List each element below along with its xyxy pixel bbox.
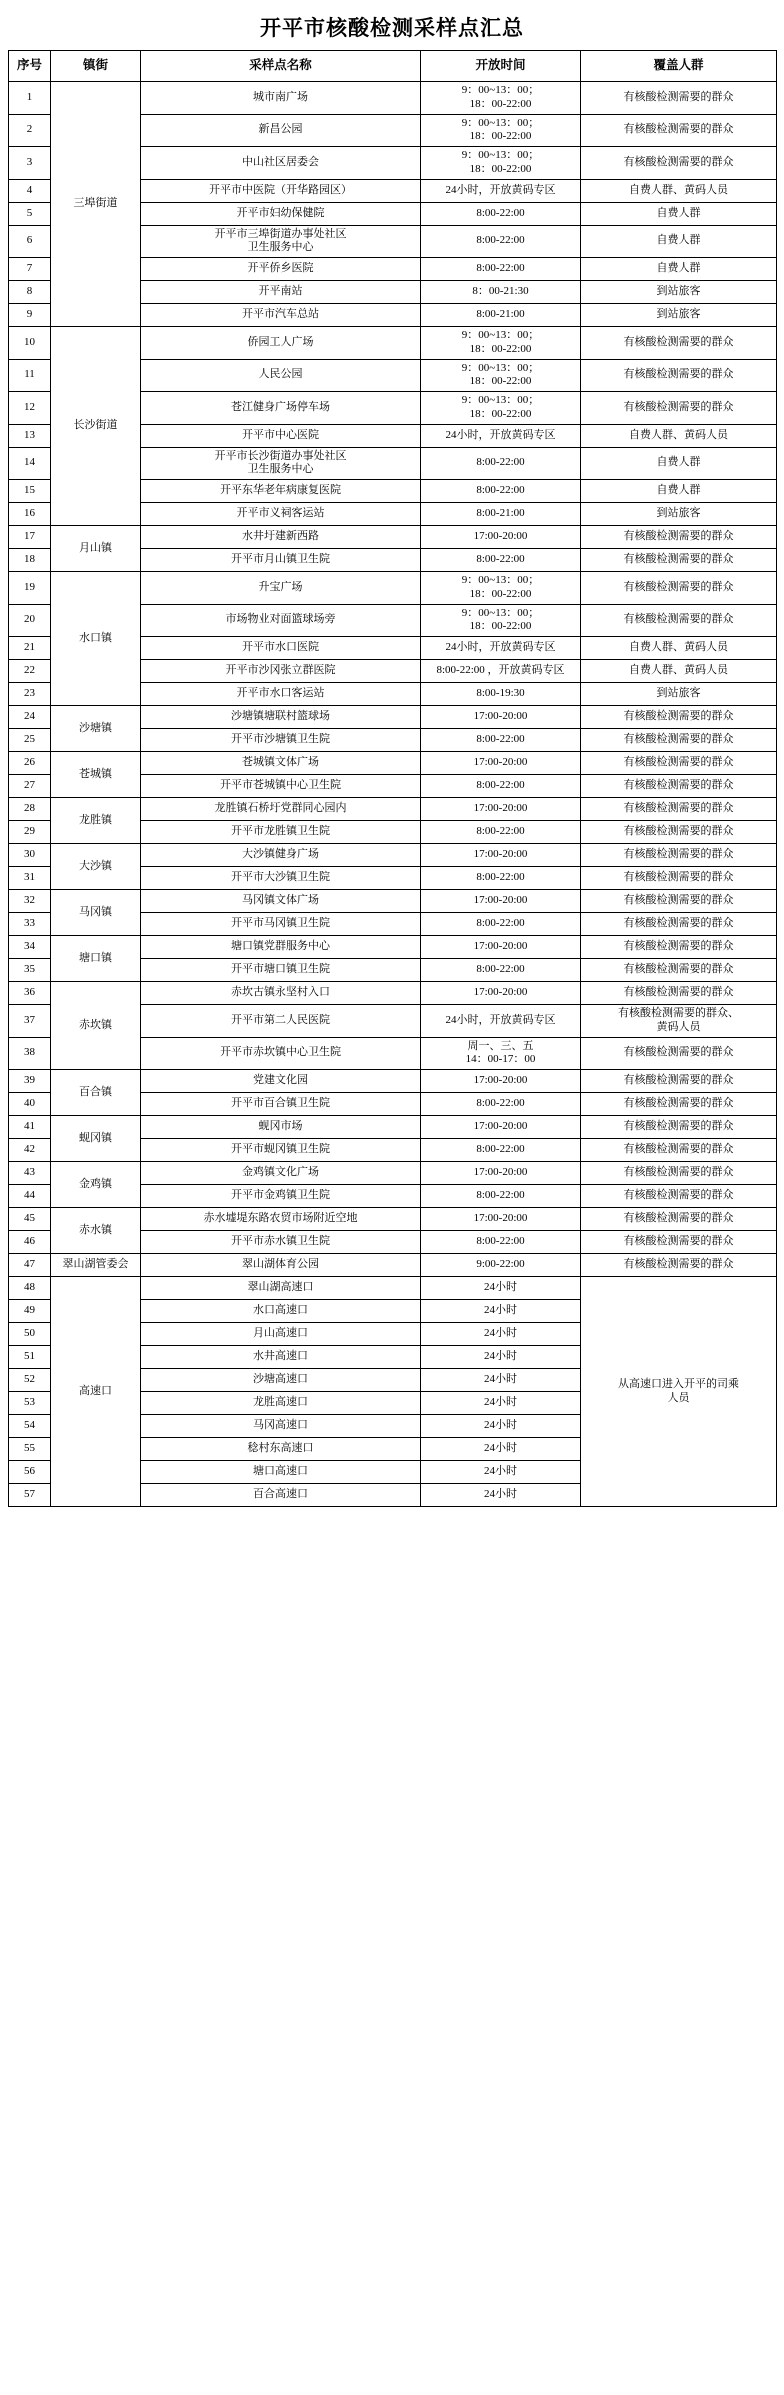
cell-index: 50 [9, 1323, 51, 1346]
cell-index: 56 [9, 1461, 51, 1484]
cell-site-name: 开平市塘口镇卫生院 [141, 959, 421, 982]
cell-open-time: 8:00-22:00 [421, 1185, 581, 1208]
cell-covered-group: 有核酸检测需要的群众 [581, 775, 777, 798]
cell-site-name: 塘口高速口 [141, 1461, 421, 1484]
cell-site-name: 人民公园 [141, 359, 421, 392]
cell-open-time: 9：00~13：00； 18：00-22:00 [421, 327, 581, 360]
cell-site-name: 开平市金鸡镇卫生院 [141, 1185, 421, 1208]
cell-open-time: 24小时，开放黄码专区 [421, 637, 581, 660]
cell-open-time: 8:00-19:30 [421, 683, 581, 706]
cell-open-time: 17:00-20:00 [421, 798, 581, 821]
cell-open-time: 8:00-22:00 [421, 202, 581, 225]
cell-town: 苍城镇 [51, 752, 141, 798]
cell-index: 46 [9, 1231, 51, 1254]
cell-site-name: 开平市沙塘镇卫生院 [141, 729, 421, 752]
cell-covered-group: 有核酸检测需要的群众 [581, 913, 777, 936]
cell-town: 赤水镇 [51, 1208, 141, 1254]
cell-site-name: 沙塘高速口 [141, 1369, 421, 1392]
cell-open-time: 9：00~13：00； 18：00-22:00 [421, 82, 581, 115]
cell-town: 塘口镇 [51, 936, 141, 982]
cell-site-name: 开平市蚬冈镇卫生院 [141, 1139, 421, 1162]
cell-index: 4 [9, 179, 51, 202]
cell-open-time: 17:00-20:00 [421, 844, 581, 867]
cell-covered-group: 有核酸检测需要的群众 [581, 890, 777, 913]
cell-covered-group: 自费人群、黄码人员 [581, 660, 777, 683]
table-row [9, 1162, 777, 1185]
cell-open-time: 9：00~13：00； 18：00-22:00 [421, 572, 581, 605]
cell-site-name: 苍城镇文体广场 [141, 752, 421, 775]
cell-site-name: 水井圩建新西路 [141, 526, 421, 549]
cell-index: 39 [9, 1070, 51, 1093]
cell-index: 51 [9, 1346, 51, 1369]
table-row [9, 1070, 777, 1093]
cell-open-time: 17:00-20:00 [421, 890, 581, 913]
cell-index: 40 [9, 1093, 51, 1116]
cell-covered-group: 自费人群 [581, 258, 777, 281]
cell-site-name: 翠山湖体育公园 [141, 1254, 421, 1277]
cell-covered-group: 自费人群 [581, 447, 777, 480]
table-row [9, 706, 777, 729]
cell-covered-group: 到站旅客 [581, 304, 777, 327]
cell-site-name: 升宝广场 [141, 572, 421, 605]
cell-index: 47 [9, 1254, 51, 1277]
cell-open-time: 8:00-22:00 [421, 729, 581, 752]
cell-site-name: 赤坎古镇永坚村入口 [141, 982, 421, 1005]
cell-index: 36 [9, 982, 51, 1005]
cell-open-time: 8:00-22:00 [421, 1231, 581, 1254]
cell-open-time: 24小时 [421, 1277, 581, 1300]
cell-site-name: 马冈高速口 [141, 1415, 421, 1438]
cell-open-time: 24小时，开放黄码专区 [421, 424, 581, 447]
cell-town: 水口镇 [51, 572, 141, 706]
table-row [9, 82, 777, 115]
cell-open-time: 8:00-22:00 [421, 775, 581, 798]
cell-open-time: 8:00-22:00 [421, 867, 581, 890]
cell-index: 49 [9, 1300, 51, 1323]
cell-site-name: 塘口镇党群服务中心 [141, 936, 421, 959]
cell-open-time: 8:00-22:00 [421, 821, 581, 844]
cell-site-name: 开平市苍城镇中心卫生院 [141, 775, 421, 798]
cell-site-name: 翠山湖高速口 [141, 1277, 421, 1300]
cell-covered-group: 有核酸检测需要的群众 [581, 1162, 777, 1185]
cell-index: 17 [9, 526, 51, 549]
cell-site-name: 赤水墟堤东路农贸市场附近空地 [141, 1208, 421, 1231]
cell-site-name: 开平市中医院（开华路园区） [141, 179, 421, 202]
cell-open-time: 8:00-22:00 [421, 480, 581, 503]
cell-index: 48 [9, 1277, 51, 1300]
cell-index: 2 [9, 114, 51, 147]
cell-index: 55 [9, 1438, 51, 1461]
cell-index: 1 [9, 82, 51, 115]
cell-town: 金鸡镇 [51, 1162, 141, 1208]
cell-site-name: 金鸡镇文化广场 [141, 1162, 421, 1185]
cell-covered-group: 有核酸检测需要的群众 [581, 706, 777, 729]
cell-covered-group: 有核酸检测需要的群众 [581, 1093, 777, 1116]
cell-site-name: 稔村东高速口 [141, 1438, 421, 1461]
cell-covered-group: 有核酸检测需要的群众 [581, 1231, 777, 1254]
cell-covered-group: 有核酸检测需要的群众、 黄码人员 [581, 1005, 777, 1038]
cell-index: 52 [9, 1369, 51, 1392]
table-row [9, 982, 777, 1005]
cell-open-time: 8:00-21:00 [421, 304, 581, 327]
cell-open-time: 9：00~13：00； 18：00-22:00 [421, 359, 581, 392]
cell-open-time: 17:00-20:00 [421, 1116, 581, 1139]
page-title: 开平市核酸检测采样点汇总 [260, 16, 524, 40]
cell-index: 12 [9, 392, 51, 425]
cell-covered-group: 有核酸检测需要的群众 [581, 752, 777, 775]
column-header-site: 采样点名称 [141, 51, 421, 82]
cell-open-time: 8:00-22:00 [421, 258, 581, 281]
cell-covered-group: 有核酸检测需要的群众 [581, 1185, 777, 1208]
cell-open-time: 9：00~13：00； 18：00-22:00 [421, 114, 581, 147]
cell-site-name: 开平市马冈镇卫生院 [141, 913, 421, 936]
cell-covered-group: 有核酸检测需要的群众 [581, 844, 777, 867]
cell-index: 33 [9, 913, 51, 936]
cell-site-name: 开平市沙冈张立群医院 [141, 660, 421, 683]
cell-covered-group: 有核酸检测需要的群众 [581, 1254, 777, 1277]
cell-town: 翠山湖管委会 [51, 1254, 141, 1277]
cell-index: 18 [9, 549, 51, 572]
cell-site-name: 龙胜镇石桥圩党群同心园内 [141, 798, 421, 821]
cell-site-name: 开平市水口医院 [141, 637, 421, 660]
cell-open-time: 24小时 [421, 1484, 581, 1507]
cell-site-name: 开平市中心医院 [141, 424, 421, 447]
cell-covered-group: 有核酸检测需要的群众 [581, 82, 777, 115]
cell-open-time: 8:00-21:00 [421, 503, 581, 526]
cell-index: 22 [9, 660, 51, 683]
cell-open-time: 24小时，开放黄码专区 [421, 179, 581, 202]
cell-open-time: 8:00-22:00 [421, 1139, 581, 1162]
sampling-sites-table [8, 50, 777, 1507]
cell-site-name: 中山社区居委会 [141, 147, 421, 180]
table-row [9, 936, 777, 959]
cell-index: 24 [9, 706, 51, 729]
cell-open-time: 17:00-20:00 [421, 982, 581, 1005]
cell-index: 27 [9, 775, 51, 798]
cell-index: 7 [9, 258, 51, 281]
cell-site-name: 龙胜高速口 [141, 1392, 421, 1415]
cell-index: 57 [9, 1484, 51, 1507]
table-row [9, 327, 777, 360]
cell-covered-group: 自费人群、黄码人员 [581, 424, 777, 447]
cell-site-name: 马冈镇文体广场 [141, 890, 421, 913]
cell-site-name: 开平东华老年病康复医院 [141, 480, 421, 503]
cell-site-name: 新昌公园 [141, 114, 421, 147]
cell-open-time: 17:00-20:00 [421, 936, 581, 959]
cell-open-time: 24小时 [421, 1300, 581, 1323]
column-header-town: 镇街 [51, 51, 141, 82]
cell-open-time: 8:00-22:00 ，开放黄码专区 [421, 660, 581, 683]
table-row [9, 1116, 777, 1139]
cell-covered-group: 自费人群、黄码人员 [581, 637, 777, 660]
cell-covered-group: 有核酸检测需要的群众 [581, 1070, 777, 1093]
table-body [9, 82, 777, 1507]
cell-index: 31 [9, 867, 51, 890]
cell-site-name: 开平市三埠街道办事处社区 卫生服务中心 [141, 225, 421, 258]
cell-site-name: 月山高速口 [141, 1323, 421, 1346]
cell-open-time: 8:00-22:00 [421, 913, 581, 936]
cell-index: 16 [9, 503, 51, 526]
cell-index: 53 [9, 1392, 51, 1415]
cell-index: 30 [9, 844, 51, 867]
cell-covered-group: 自费人群、黄码人员 [581, 179, 777, 202]
cell-site-name: 开平市长沙街道办事处社区 卫生服务中心 [141, 447, 421, 480]
cell-covered-group: 有核酸检测需要的群众 [581, 359, 777, 392]
cell-town: 百合镇 [51, 1070, 141, 1116]
cell-site-name: 开平市汽车总站 [141, 304, 421, 327]
cell-open-time: 9：00~13：00； 18：00-22:00 [421, 392, 581, 425]
cell-town: 高速口 [51, 1277, 141, 1507]
cell-index: 13 [9, 424, 51, 447]
cell-covered-group: 有核酸检测需要的群众 [581, 982, 777, 1005]
cell-covered-group: 有核酸检测需要的群众 [581, 526, 777, 549]
cell-index: 3 [9, 147, 51, 180]
cell-index: 9 [9, 304, 51, 327]
cell-open-time: 9：00~13：00； 18：00-22:00 [421, 604, 581, 637]
cell-index: 6 [9, 225, 51, 258]
cell-town: 沙塘镇 [51, 706, 141, 752]
cell-open-time: 24小时 [421, 1438, 581, 1461]
cell-open-time: 24小时 [421, 1346, 581, 1369]
cell-index: 29 [9, 821, 51, 844]
cell-open-time: 8：00-21:30 [421, 281, 581, 304]
cell-index: 37 [9, 1005, 51, 1038]
cell-site-name: 开平市赤水镇卫生院 [141, 1231, 421, 1254]
cell-open-time: 24小时 [421, 1415, 581, 1438]
cell-covered-group: 自费人群 [581, 202, 777, 225]
cell-covered-group: 有核酸检测需要的群众 [581, 1116, 777, 1139]
cell-open-time: 8:00-22:00 [421, 1093, 581, 1116]
cell-site-name: 开平市大沙镇卫生院 [141, 867, 421, 890]
cell-covered-group: 有核酸检测需要的群众 [581, 327, 777, 360]
cell-index: 28 [9, 798, 51, 821]
cell-covered-group: 有核酸检测需要的群众 [581, 114, 777, 147]
cell-index: 11 [9, 359, 51, 392]
cell-covered-group: 自费人群 [581, 480, 777, 503]
cell-site-name: 开平市龙胜镇卫生院 [141, 821, 421, 844]
table-row [9, 890, 777, 913]
cell-index: 38 [9, 1037, 51, 1070]
cell-open-time: 周一、三、五 14：00-17：00 [421, 1037, 581, 1070]
cell-covered-group: 有核酸检测需要的群众 [581, 867, 777, 890]
cell-site-name: 开平市百合镇卫生院 [141, 1093, 421, 1116]
table-row [9, 1254, 777, 1277]
cell-index: 26 [9, 752, 51, 775]
cell-open-time: 17:00-20:00 [421, 1208, 581, 1231]
cell-index: 43 [9, 1162, 51, 1185]
cell-town: 月山镇 [51, 526, 141, 572]
cell-open-time: 24小时 [421, 1392, 581, 1415]
header-row [9, 51, 777, 82]
cell-site-name: 水井高速口 [141, 1346, 421, 1369]
cell-town: 蚬冈镇 [51, 1116, 141, 1162]
cell-covered-group: 有核酸检测需要的群众 [581, 147, 777, 180]
cell-open-time: 17:00-20:00 [421, 526, 581, 549]
cell-town: 长沙街道 [51, 327, 141, 526]
cell-index: 21 [9, 637, 51, 660]
cell-open-time: 8:00-22:00 [421, 959, 581, 982]
cell-town: 马冈镇 [51, 890, 141, 936]
cell-index: 42 [9, 1139, 51, 1162]
cell-open-time: 24小时，开放黄码专区 [421, 1005, 581, 1038]
cell-index: 32 [9, 890, 51, 913]
cell-covered-group: 有核酸检测需要的群众 [581, 1037, 777, 1070]
cell-covered-group: 有核酸检测需要的群众 [581, 604, 777, 637]
cell-index: 35 [9, 959, 51, 982]
cell-covered-group: 有核酸检测需要的群众 [581, 936, 777, 959]
cell-index: 19 [9, 572, 51, 605]
cell-open-time: 17:00-20:00 [421, 1162, 581, 1185]
cell-covered-group: 有核酸检测需要的群众 [581, 959, 777, 982]
cell-open-time: 17:00-20:00 [421, 1070, 581, 1093]
cell-index: 5 [9, 202, 51, 225]
cell-index: 10 [9, 327, 51, 360]
cell-covered-group: 有核酸检测需要的群众 [581, 729, 777, 752]
cell-open-time: 24小时 [421, 1369, 581, 1392]
cell-open-time: 24小时 [421, 1461, 581, 1484]
cell-covered-group: 到站旅客 [581, 503, 777, 526]
cell-open-time: 17:00-20:00 [421, 752, 581, 775]
cell-site-name: 开平南站 [141, 281, 421, 304]
cell-site-name: 开平市水口客运站 [141, 683, 421, 706]
cell-covered-group: 有核酸检测需要的群众 [581, 1208, 777, 1231]
column-header-group: 覆盖人群 [581, 51, 777, 82]
cell-site-name: 侨园工人广场 [141, 327, 421, 360]
cell-index: 25 [9, 729, 51, 752]
cell-covered-group: 有核酸检测需要的群众 [581, 549, 777, 572]
cell-town: 赤坎镇 [51, 982, 141, 1070]
cell-site-name: 党建文化园 [141, 1070, 421, 1093]
table-row [9, 844, 777, 867]
cell-site-name: 市场物业对面篮球场旁 [141, 604, 421, 637]
cell-site-name: 苍江健身广场停车场 [141, 392, 421, 425]
cell-open-time: 9:00-22:00 [421, 1254, 581, 1277]
cell-town: 大沙镇 [51, 844, 141, 890]
cell-index: 41 [9, 1116, 51, 1139]
cell-site-name: 水口高速口 [141, 1300, 421, 1323]
cell-site-name: 开平侨乡医院 [141, 258, 421, 281]
cell-site-name: 蚬冈市场 [141, 1116, 421, 1139]
column-header-index: 序号 [9, 51, 51, 82]
table-row [9, 752, 777, 775]
cell-covered-group: 自费人群 [581, 225, 777, 258]
cell-site-name: 城市南广场 [141, 82, 421, 115]
table-row [9, 572, 777, 605]
cell-index: 14 [9, 447, 51, 480]
cell-open-time: 8:00-22:00 [421, 447, 581, 480]
cell-town: 龙胜镇 [51, 798, 141, 844]
cell-open-time: 17:00-20:00 [421, 706, 581, 729]
cell-covered-group: 有核酸检测需要的群众 [581, 392, 777, 425]
cell-index: 54 [9, 1415, 51, 1438]
cell-site-name: 开平市赤坎镇中心卫生院 [141, 1037, 421, 1070]
table-row [9, 1208, 777, 1231]
cell-index: 34 [9, 936, 51, 959]
cell-index: 8 [9, 281, 51, 304]
cell-covered-group: 有核酸检测需要的群众 [581, 1139, 777, 1162]
cell-site-name: 开平市妇幼保健院 [141, 202, 421, 225]
cell-town: 三埠街道 [51, 82, 141, 327]
cell-index: 15 [9, 480, 51, 503]
cell-covered-group: 到站旅客 [581, 281, 777, 304]
table-header [9, 51, 777, 82]
cell-site-name: 大沙镇健身广场 [141, 844, 421, 867]
cell-index: 23 [9, 683, 51, 706]
cell-site-name: 开平市第二人民医院 [141, 1005, 421, 1038]
cell-index: 45 [9, 1208, 51, 1231]
table-row [9, 798, 777, 821]
cell-site-name: 开平市义祠客运站 [141, 503, 421, 526]
cell-covered-group: 有核酸检测需要的群众 [581, 572, 777, 605]
column-header-time: 开放时间 [421, 51, 581, 82]
cell-covered-group: 从高速口进入开平的司乘 人员 [581, 1277, 777, 1507]
table-row [9, 1277, 777, 1300]
cell-open-time: 8:00-22:00 [421, 549, 581, 572]
cell-index: 20 [9, 604, 51, 637]
cell-open-time: 9：00~13：00； 18：00-22:00 [421, 147, 581, 180]
cell-index: 44 [9, 1185, 51, 1208]
cell-open-time: 8:00-22:00 [421, 225, 581, 258]
table-row [9, 526, 777, 549]
cell-open-time: 24小时 [421, 1323, 581, 1346]
cell-covered-group: 有核酸检测需要的群众 [581, 821, 777, 844]
cell-site-name: 开平市月山镇卫生院 [141, 549, 421, 572]
cell-covered-group: 有核酸检测需要的群众 [581, 798, 777, 821]
cell-site-name: 百合高速口 [141, 1484, 421, 1507]
cell-covered-group: 到站旅客 [581, 683, 777, 706]
cell-site-name: 沙塘镇塘联村篮球场 [141, 706, 421, 729]
